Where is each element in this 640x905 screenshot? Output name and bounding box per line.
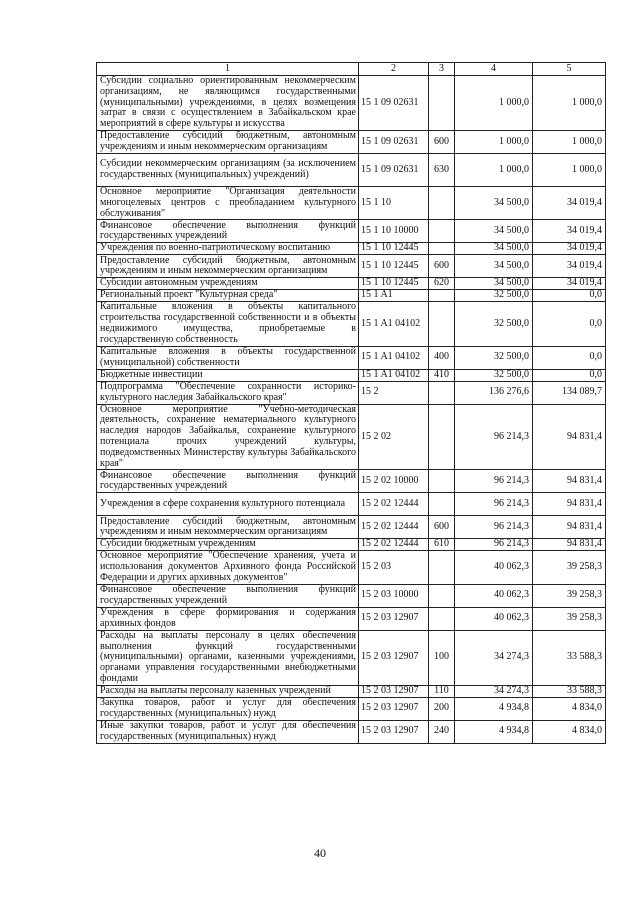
row-value-actual: 39 258,3 <box>533 551 606 584</box>
row-value-actual: 34 019,4 <box>533 255 606 278</box>
row-name: Капитальные вложения в объекты капитального строительства государственной собственности и в объекты недвижимого имущества, приобретаемые в государственную собственность <box>97 302 359 346</box>
table-row <box>97 607 606 630</box>
row-expense-type <box>429 404 455 470</box>
row-name: Основное мероприятие "Учебно-методическая деятельность, сохранение нематериального культурного наследия народов Забайкалья, сохранение культурного потенциала прочих учреждений культуры, подведомственных Министерству культуры Забайкальского края" <box>97 404 359 470</box>
row-code: 15 2 03 12907 <box>359 630 429 685</box>
row-value-actual: 39 258,3 <box>533 607 606 630</box>
row-value-actual: 0,0 <box>533 290 606 302</box>
row-name: Предоставление субсидий бюджетным, автономным учреждениям и иным некоммерческим организациям <box>97 131 359 154</box>
table-row <box>97 131 606 154</box>
row-code: 15 2 03 10000 <box>359 584 429 607</box>
row-code: 15 1 A1 04102 <box>359 302 429 346</box>
row-name: Капитальные вложения в объекты государственной (муниципальной) собственности <box>97 346 359 369</box>
row-name: Субсидии автономным учреждениям <box>97 278 359 290</box>
row-expense-type <box>429 187 455 220</box>
row-expense-type: 400 <box>429 346 455 369</box>
table-row <box>97 516 606 539</box>
row-value-plan: 34 500,0 <box>455 220 533 243</box>
row-expense-type <box>429 243 455 255</box>
column-header: 2 <box>359 63 429 76</box>
row-expense-type: 240 <box>429 720 455 743</box>
row-code: 15 1 A1 04102 <box>359 369 429 381</box>
budget-table <box>96 62 606 744</box>
row-expense-type: 600 <box>429 255 455 278</box>
row-code: 15 1 10 12445 <box>359 243 429 255</box>
row-code: 15 1 A1 <box>359 290 429 302</box>
row-expense-type: 100 <box>429 630 455 685</box>
row-value-plan: 34 500,0 <box>455 255 533 278</box>
row-code: 15 2 03 12907 <box>359 607 429 630</box>
row-expense-type: 620 <box>429 278 455 290</box>
row-code: 15 1 09 02631 <box>359 76 429 131</box>
row-expense-type <box>429 381 455 404</box>
table-header-row <box>97 63 606 76</box>
row-value-plan: 32 500,0 <box>455 346 533 369</box>
row-value-plan: 34 500,0 <box>455 187 533 220</box>
column-header: 4 <box>455 63 533 76</box>
row-value-actual: 1 000,0 <box>533 76 606 131</box>
row-expense-type <box>429 76 455 131</box>
table-row <box>97 630 606 685</box>
row-value-plan: 40 062,3 <box>455 551 533 584</box>
row-name: Основное мероприятие "Организация деятельности многоцелевых центров с преобладанием культурного обслуживания" <box>97 187 359 220</box>
row-value-plan: 34 274,3 <box>455 685 533 697</box>
table-row <box>97 302 606 346</box>
row-code: 15 1 10 12445 <box>359 255 429 278</box>
row-value-actual: 134 089,7 <box>533 381 606 404</box>
row-name: Учреждения в сфере формирования и содержания архивных фондов <box>97 607 359 630</box>
row-value-plan: 4 934,8 <box>455 720 533 743</box>
row-name: Подпрограмма "Обеспечение сохранности историко-культурного наследия Забайкальского края" <box>97 381 359 404</box>
row-value-plan: 96 214,3 <box>455 404 533 470</box>
row-code: 15 1 10 12445 <box>359 278 429 290</box>
table-row <box>97 290 606 302</box>
row-name: Субсидии некоммерческим организациям (за исключением государственных (муниципальных) учреждений) <box>97 154 359 187</box>
row-expense-type <box>429 220 455 243</box>
row-value-actual: 34 019,4 <box>533 187 606 220</box>
row-code: 15 1 10 10000 <box>359 220 429 243</box>
table-row <box>97 697 606 720</box>
row-value-plan: 1 000,0 <box>455 131 533 154</box>
row-code: 15 2 <box>359 381 429 404</box>
row-code: 15 1 09 02631 <box>359 154 429 187</box>
column-header: 1 <box>97 63 359 76</box>
row-value-actual: 4 834,0 <box>533 697 606 720</box>
row-expense-type: 600 <box>429 131 455 154</box>
column-header: 3 <box>429 63 455 76</box>
row-expense-type <box>429 302 455 346</box>
row-value-actual: 0,0 <box>533 346 606 369</box>
row-name: Финансовое обеспечение выполнения функций государственных учреждений <box>97 470 359 493</box>
row-value-plan: 32 500,0 <box>455 302 533 346</box>
row-code: 15 2 02 10000 <box>359 470 429 493</box>
page-number: 40 <box>314 846 326 860</box>
row-value-actual: 1 000,0 <box>533 154 606 187</box>
row-expense-type <box>429 584 455 607</box>
row-value-actual: 33 588,3 <box>533 630 606 685</box>
table-row <box>97 685 606 697</box>
row-value-actual: 39 258,3 <box>533 584 606 607</box>
row-name: Закупка товаров, работ и услуг для обеспечения государственных (муниципальных) нужд <box>97 697 359 720</box>
row-value-actual: 0,0 <box>533 369 606 381</box>
row-expense-type: 110 <box>429 685 455 697</box>
row-value-plan: 40 062,3 <box>455 584 533 607</box>
row-name: Предоставление субсидий бюджетным, автономным учреждениям и иным некоммерческим организациям <box>97 255 359 278</box>
row-code: 15 2 02 12444 <box>359 493 429 516</box>
row-code: 15 2 03 12907 <box>359 685 429 697</box>
row-code: 15 2 02 12444 <box>359 516 429 539</box>
row-value-plan: 96 214,3 <box>455 470 533 493</box>
table-body <box>97 76 606 744</box>
row-value-actual: 94 831,4 <box>533 539 606 551</box>
table-row <box>97 154 606 187</box>
row-value-actual: 34 019,4 <box>533 220 606 243</box>
row-value-actual: 94 831,4 <box>533 516 606 539</box>
row-name: Основное мероприятие "Обеспечение хранения, учета и использования документов Архивного фонда Российской Федерации и других архивных документов" <box>97 551 359 584</box>
table-row <box>97 539 606 551</box>
table-row <box>97 369 606 381</box>
row-value-plan: 40 062,3 <box>455 607 533 630</box>
row-name: Предоставление субсидий бюджетным, автономным учреждениям и иным некоммерческим организациям <box>97 516 359 539</box>
row-value-plan: 96 214,3 <box>455 539 533 551</box>
table-row <box>97 720 606 743</box>
row-code: 15 1 10 <box>359 187 429 220</box>
row-value-actual: 1 000,0 <box>533 131 606 154</box>
table-row <box>97 470 606 493</box>
row-value-actual: 33 588,3 <box>533 685 606 697</box>
row-code: 15 2 03 12907 <box>359 697 429 720</box>
table-row <box>97 187 606 220</box>
row-value-plan: 32 500,0 <box>455 369 533 381</box>
row-expense-type: 200 <box>429 697 455 720</box>
row-code: 15 1 09 02631 <box>359 131 429 154</box>
row-value-plan: 34 500,0 <box>455 278 533 290</box>
row-value-plan: 4 934,8 <box>455 697 533 720</box>
row-value-plan: 1 000,0 <box>455 154 533 187</box>
row-value-plan: 34 274,3 <box>455 630 533 685</box>
row-name: Финансовое обеспечение выполнения функций государственных учреждений <box>97 584 359 607</box>
row-expense-type: 610 <box>429 539 455 551</box>
document-page <box>96 62 605 744</box>
row-expense-type <box>429 493 455 516</box>
row-value-actual: 0,0 <box>533 302 606 346</box>
row-name: Расходы на выплаты персоналу казенных учреждений <box>97 685 359 697</box>
table-row <box>97 551 606 584</box>
row-code: 15 1 A1 04102 <box>359 346 429 369</box>
row-value-actual: 34 019,4 <box>533 243 606 255</box>
row-value-actual: 94 831,4 <box>533 493 606 516</box>
row-code: 15 2 03 12907 <box>359 720 429 743</box>
row-name: Финансовое обеспечение выполнения функций государственных учреждений <box>97 220 359 243</box>
row-value-plan: 96 214,3 <box>455 516 533 539</box>
row-expense-type <box>429 607 455 630</box>
row-name: Субсидии бюджетным учреждениям <box>97 539 359 551</box>
table-row <box>97 381 606 404</box>
row-name: Учреждения в сфере сохранения культурного потенциала <box>97 493 359 516</box>
row-code: 15 2 02 12444 <box>359 539 429 551</box>
row-name: Бюджетные инвестиции <box>97 369 359 381</box>
table-row <box>97 255 606 278</box>
row-value-plan: 32 500,0 <box>455 290 533 302</box>
row-value-plan: 136 276,6 <box>455 381 533 404</box>
table-row <box>97 278 606 290</box>
row-code: 15 2 03 <box>359 551 429 584</box>
table-row <box>97 76 606 131</box>
table-row <box>97 404 606 470</box>
row-expense-type <box>429 290 455 302</box>
row-expense-type <box>429 470 455 493</box>
row-expense-type: 600 <box>429 516 455 539</box>
row-value-plan: 1 000,0 <box>455 76 533 131</box>
table-row <box>97 493 606 516</box>
row-name: Расходы на выплаты персоналу в целях обеспечения выполнения функций государственными (муниципальными) органами, казенными учреждениями, органами управления государственными внебюджетными фондами <box>97 630 359 685</box>
row-code: 15 2 02 <box>359 404 429 470</box>
table-row <box>97 584 606 607</box>
row-value-plan: 96 214,3 <box>455 493 533 516</box>
row-name: Региональный проект "Культурная среда" <box>97 290 359 302</box>
table-row <box>97 346 606 369</box>
row-expense-type <box>429 551 455 584</box>
row-value-plan: 34 500,0 <box>455 243 533 255</box>
column-header: 5 <box>533 63 606 76</box>
row-value-actual: 94 831,4 <box>533 404 606 470</box>
row-value-actual: 94 831,4 <box>533 470 606 493</box>
row-expense-type: 630 <box>429 154 455 187</box>
row-expense-type: 410 <box>429 369 455 381</box>
table-row <box>97 220 606 243</box>
row-value-actual: 34 019,4 <box>533 278 606 290</box>
row-name: Субсидии социально ориентированным некоммерческим организациям, не являющимся государственными (муниципальными) учреждениями, в целях возмещения затрат в связи с осуществлением в Забайкальском крае мероприятий в сфере культуры и искусства <box>97 76 359 131</box>
row-name: Иные закупки товаров, работ и услуг для обеспечения государственных (муниципальных) нужд <box>97 720 359 743</box>
table-row <box>97 243 606 255</box>
row-name: Учреждения по военно-патриотическому воспитанию <box>97 243 359 255</box>
row-value-actual: 4 834,0 <box>533 720 606 743</box>
